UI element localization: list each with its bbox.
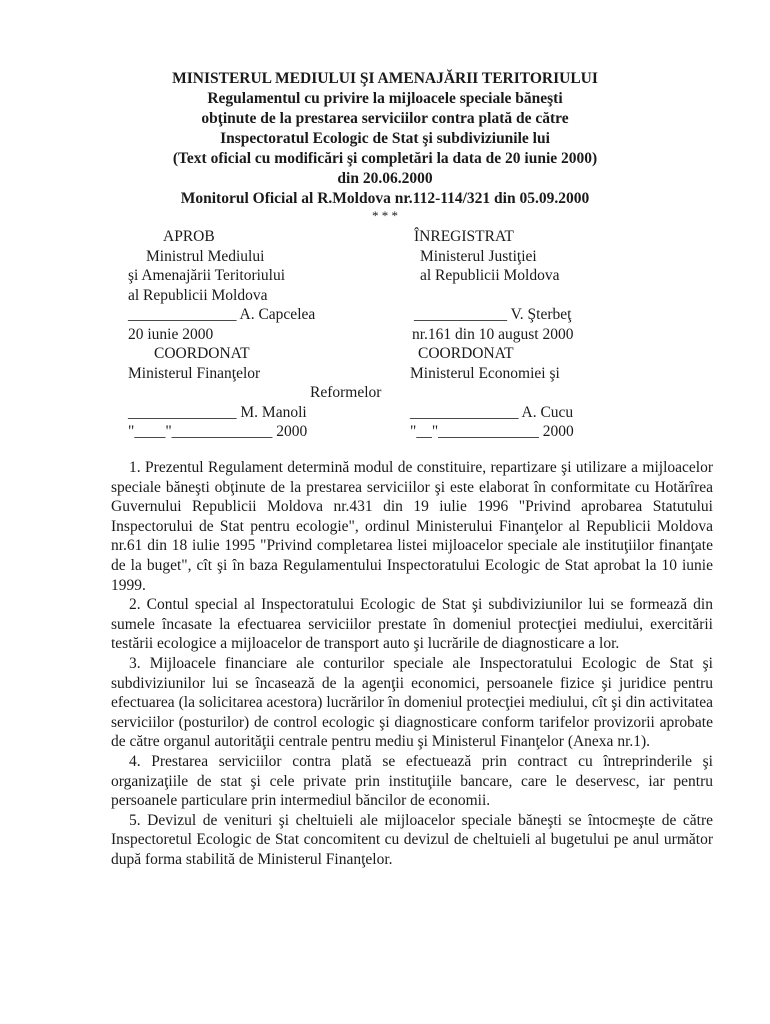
coordonat-label-right: COORDONAT [418,345,514,362]
paragraph-4: 4. Prestarea serviciilor contra plată se efectuează prin contract cu întreprinderile şi organizaţiile de stat şi cele private prin instituţiile bancare, care le deservesc, iar pentru persoanele particulare prin intermediul băncilor de economii. [111,752,713,810]
paragraph-1: 1. Prezentul Regulament determină modul de constituire, repartizare şi utilizare a mijloacelor speciale băneşti obţinute de la prestarea serviciilor şi este elaborat în conformitate cu Hotărîrea Guvernului Republicii Moldova nr.431 din 19 iulie 1996 "Privind aprobarea Statutului Inspectorului de Stat pentru ecologie", ordinul Ministerului Finanţelor al Republicii Moldova nr.61 din 18 iulie 1995 "Privind completarea listei mijloacelor speciale ale instituţiilor finanţate de la buget", cît şi în baza Regulamentului Inspectoratului Ecologic de Stat aprobat la 10 iunie 1999. [111,459,713,594]
approver-signature: ______________ A. Capcelea [128,306,316,323]
justice-ministry-1: Ministerul Justiţiei [420,248,537,265]
approver-title-1: Ministrul Mediului [146,248,265,265]
title-line-1: Regulamentul cu privire la mijloacele speciale băneşti [207,90,563,107]
approval-date: 20 iunie 2000 [128,326,214,343]
justice-ministry-2: al Republicii Moldova [420,267,560,284]
document-date: din 20.06.2000 [337,170,433,187]
paragraph-2: 2. Contul special al Inspectoratului Ecologic de Stat şi subdiviziunilor lui se formează din sumele încasate la efectuarea serviciilor prestate în domeniul protecţiei mediului, exercitării testării ecologice a mijloacelor de transport auto şi lucrările de diagnosticare a lor. [111,596,713,653]
ministry-heading: MINISTERUL MEDIULUI ŞI AMENAJĂRII TERITORIULUI [172,70,598,87]
finance-date-blank: "____"_____________ 2000 [128,423,308,440]
official-text-note: (Text oficial cu modificări şi completări la data de 20 iunie 2000) [172,150,598,167]
document-header [0,69,770,223]
registrar-signature: ____________ V. Şterbeţ [414,306,572,323]
aprob-label: APROB [163,228,215,245]
economy-date-blank: "__"_____________ 2000 [410,423,574,440]
approver-title-2: şi Amenajării Teritoriului [128,267,286,284]
registered-label: ÎNREGISTRAT [414,228,514,245]
economy-ministry-label: Ministerul Economiei şi [410,365,560,382]
finance-signature: ______________ M. Manoli [128,404,307,421]
approver-title-3: al Republicii Moldova [128,287,268,304]
economy-signature: ______________ A. Cucu [410,404,574,421]
title-line-3: Inspectoratul Ecologic de Stat şi subdiviziunile lui [220,130,550,147]
registration-number: nr.161 din 10 august 2000 [412,326,574,343]
separator-stars: * * * [372,208,398,223]
reformelor-label: Reformelor [310,384,382,401]
paragraph-3: 3. Mijloacele financiare ale conturilor speciale ale Inspectoratului Ecologic de Stat şi subdiviziunilor lui se încasează de la agenţii economici, persoanele fizice şi juridice pentru efectuarea (la solicitarea acestora) lucrărilor în domeniul protecţiei mediului, cît şi din activitatea serviciilor (posturilor) de control ecologic şi diagnosticare conform tarifelor provizorii aprobate de către organul autorităţii centrale pentru mediu şi Ministerul Finanţelor (Anexa nr.1). [111,654,713,751]
paragraph-5: 5. Devizul de venituri şi cheltuieli ale mijloacelor speciale băneşti se întocmeşte de către Inspectoretul Ecologic de Stat concomitent cu devizul de cheltuieli al bugetului pe anul următor după forma stabilită de Ministerul Finanţelor. [111,811,713,868]
monitor-reference: Monitorul Oficial al R.Moldova nr.112-114/321 din 05.09.2000 [180,190,590,207]
regulation-body [111,458,713,869]
coordonat-label-left: COORDONAT [154,345,250,362]
title-line-2: obţinute de la prestarea serviciilor contra plată de către [201,110,569,127]
finance-ministry-label: Ministerul Finanţelor [128,365,261,382]
